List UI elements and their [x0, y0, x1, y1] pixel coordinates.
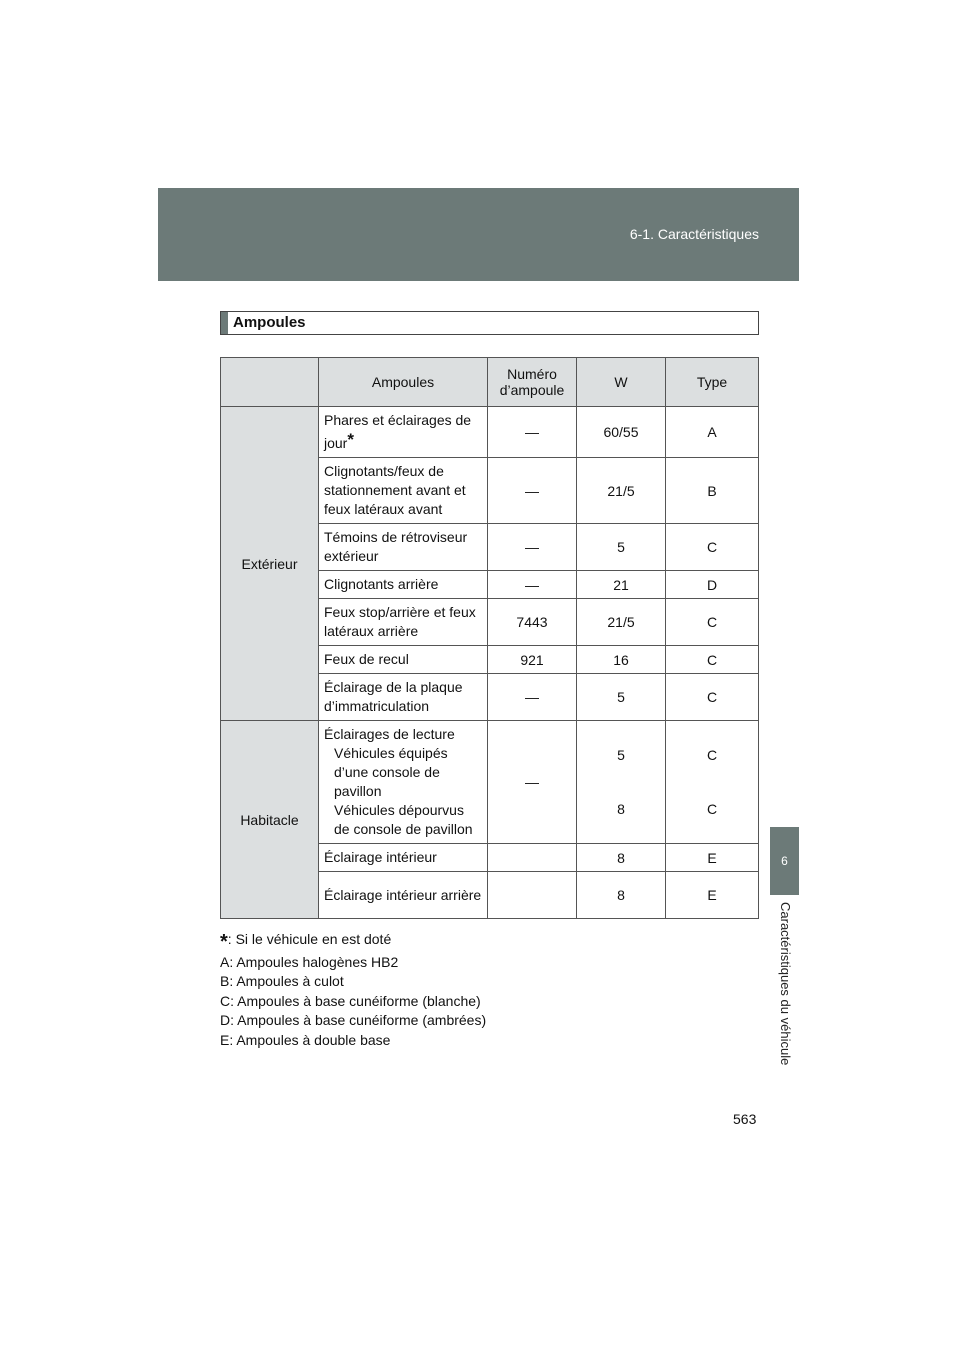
- legend-line: C: Ampoules à base cunéiforme (blanche): [220, 992, 481, 1009]
- reading-lights-title: Éclairages de lecture: [324, 726, 455, 742]
- legend-line: E: Ampoules à double base: [220, 1031, 391, 1048]
- bulb-name: Éclairage intérieur arrière: [319, 872, 488, 919]
- bulb-type: E: [666, 844, 759, 872]
- bulb-type: C: [666, 646, 759, 674]
- bulb-name: Éclairage de la plaque d’immatriculation: [319, 674, 488, 721]
- bulb-name: Clignotants arrière: [319, 571, 488, 599]
- bulb-watts: 8: [577, 844, 666, 872]
- bulb-watts-option-1: 5: [617, 747, 625, 763]
- bulb-name: Feux stop/arrière et feux latéraux arrière: [319, 599, 488, 646]
- bulb-name: Témoins de rétroviseur extérieur: [319, 524, 488, 571]
- footnote-star: *: [347, 430, 354, 449]
- header-watts: W: [577, 358, 666, 407]
- header-number: Numéro d’ampoule: [488, 358, 577, 407]
- group-exterior: Extérieur: [221, 407, 319, 721]
- bulb-number: 921: [488, 646, 577, 674]
- bulb-type: D: [666, 571, 759, 599]
- chapter-tab: 6: [770, 827, 799, 895]
- bulb-watts: 21/5: [577, 458, 666, 524]
- bulb-type: B: [666, 458, 759, 524]
- reading-lights-option-2: Véhicules dépourvus de console de pavillon: [334, 802, 473, 837]
- bulb-watts: 5: [577, 524, 666, 571]
- bulb-name: Éclairage intérieur: [319, 844, 488, 872]
- table-row: [221, 407, 759, 458]
- group-interior: Habitacle: [221, 721, 319, 919]
- bulb-type-option-1: C: [706, 747, 718, 763]
- bulb-watts: 8: [577, 872, 666, 919]
- bulb-number: —: [488, 524, 577, 571]
- bulb-number: 7443: [488, 599, 577, 646]
- bulb-number: —: [488, 407, 577, 458]
- bulb-type: C: [666, 599, 759, 646]
- bulbs-table: [220, 357, 759, 919]
- page-number: 563: [733, 1111, 757, 1127]
- bulb-watts: 60/55: [577, 407, 666, 458]
- legend-line: A: Ampoules halogènes HB2: [220, 953, 399, 970]
- header-type: Type: [666, 358, 759, 407]
- bulb-watts: 16: [577, 646, 666, 674]
- section-title-bar: [220, 311, 759, 335]
- bulb-watts: 21: [577, 571, 666, 599]
- legend-line: B: Ampoules à culot: [220, 973, 344, 989]
- chapter-title: Caractéristiques du véhicule: [778, 902, 793, 1066]
- bulb-name: Clignotants/feux de stationnement avant et feux latéraux avant: [319, 458, 488, 524]
- bulb-name-text: Phares et éclairages de jour: [324, 412, 472, 451]
- bulb-type: [666, 721, 759, 844]
- footnote-optional: [220, 930, 486, 953]
- bulb-type: C: [666, 524, 759, 571]
- bulb-number: [488, 844, 577, 872]
- bulb-watts: 5: [577, 674, 666, 721]
- bulb-name: [319, 721, 488, 844]
- header-band: [158, 188, 799, 281]
- legend-line: D: Ampoules à base cunéiforme (ambrées): [220, 1012, 487, 1028]
- bulb-name: [319, 407, 488, 458]
- bulb-watts: [577, 721, 666, 844]
- bulb-number: —: [488, 571, 577, 599]
- section-marker: [221, 312, 228, 334]
- footnote-star: *: [220, 931, 228, 953]
- bulb-type: A: [666, 407, 759, 458]
- bulb-name: Feux de recul: [319, 646, 488, 674]
- bulb-number: —: [488, 674, 577, 721]
- footnote-text: : Si le véhicule en est doté: [227, 931, 392, 947]
- reading-lights-option-1: Véhicules équipés d’une console de pavillon: [334, 745, 448, 799]
- bulb-type-option-2: C: [706, 801, 718, 817]
- section-header: 6-1. Caractéristiques: [629, 226, 759, 242]
- bulb-number: —: [488, 721, 577, 844]
- bulb-type: E: [666, 872, 759, 919]
- bulb-watts-option-2: 8: [617, 801, 625, 817]
- bulb-number: —: [488, 458, 577, 524]
- table-header-row: [221, 358, 759, 407]
- header-empty: [221, 358, 319, 407]
- header-bulbs: Ampoules: [319, 358, 488, 407]
- footnotes: [220, 930, 486, 1050]
- bulb-type: C: [666, 674, 759, 721]
- table-row: [221, 721, 759, 844]
- bulb-number: [488, 872, 577, 919]
- bulb-watts: 21/5: [577, 599, 666, 646]
- section-title: Ampoules: [233, 314, 306, 331]
